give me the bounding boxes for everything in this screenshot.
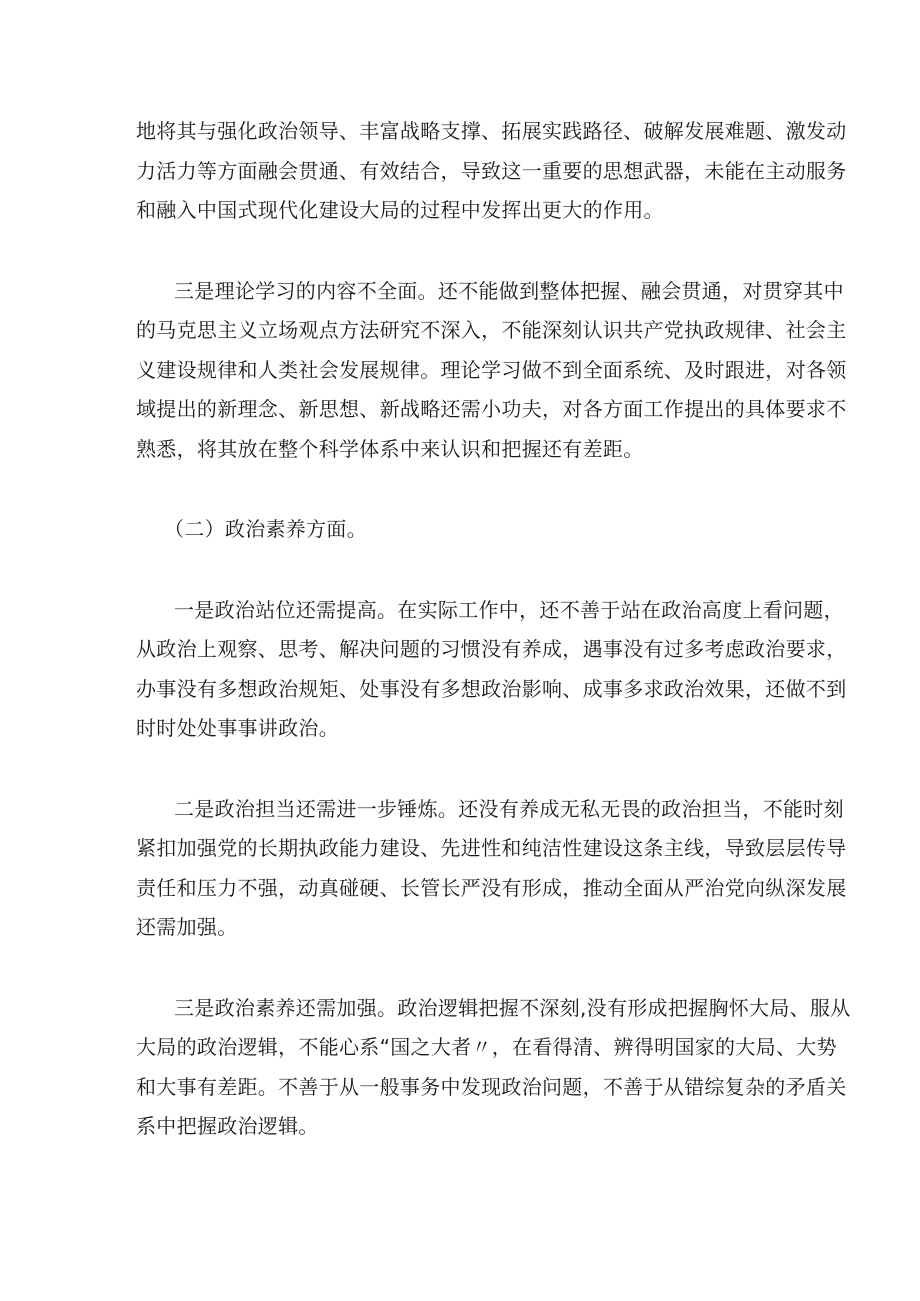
text-line: 大局的政治逻辑，不能心系“国之大者〃，在看得清、辨得明国家的大局、大势 [136,1035,837,1059]
paragraph-3 [136,591,847,749]
text-line: 地将其与强化政治领导、丰富战略支撑、拓展实践路径、破解发展难题、激发动 [136,119,847,143]
text-line: 和大事有差距。不善于从一般事务中发现政治问题，不善于从错综复杂的矛盾关 [136,1074,847,1099]
text-line: 时时处处事事讲政治。 [136,716,339,740]
document-page [136,112,851,1188]
text-line: 力活力等方面融会贯通、有效结合，导致这一重要的思想武器，未能在主动服务 [136,158,847,183]
section-heading [136,510,790,550]
text-line: 熟悉，将其放在整个科学体系中来认识和把握还有差距。 [136,436,644,461]
text-line: 办事没有多想政治规矩、处事没有多想政治影响、成事多求政治效果，还做不到 [136,676,847,701]
text-line: 紧扣加强党的长期执政能力建设、先进性和纯洁性建设这条主线，导致层层传导 [136,836,847,860]
text-line: 三是理论学习的内容不全面。还不能做到整体把握、融会贯通，对贯穿其中 [174,278,844,303]
paragraph-5 [136,989,851,1147]
text-line: 三是政治素养还需加强。政治逻辑把握不深刻,没有形成把握胸怀大局、服从 [174,995,851,1020]
paragraph-4 [136,790,847,948]
text-line: 义建设规律和人类社会发展规律。理论学习做不到全面系统、及时跟进，对各领 [136,357,847,382]
paragraph-1 [136,112,847,231]
text-line: 的马克思主义立场观点方法研究不深入，不能深刻认识共产党执政规律、社会主 [136,318,847,342]
text-line: 从政治上观察、思考、解决问题的习惯没有养成，遇事没有过多考虑政治要求， [136,637,847,661]
paragraph-2 [136,272,847,470]
text-line: 还需加强。 [136,915,238,939]
text-line: 责任和压力不强，动真碰硬、长管长严没有形成，推动全面从严治党向纵深发展 [136,875,847,900]
text-line: 一是政治站位还需提高。在实际工作中，还不善于站在政治高度上看问题， [174,597,844,622]
text-line: 系中把握政治逻辑。 [136,1114,319,1138]
text-line: 和融入中国式现代化建设大局的过程中发挥出更大的作用。 [136,198,664,222]
text-line: 域提出的新理念、新思想、新战略还需小功夫，对各方面工作提出的具体要求不 [136,397,847,421]
text-line: （二）政治素养方面。 [164,517,367,541]
text-line: 二是政治担当还需进一步锤炼。还没有养成无私无畏的政治担当，不能时刻 [174,796,844,821]
